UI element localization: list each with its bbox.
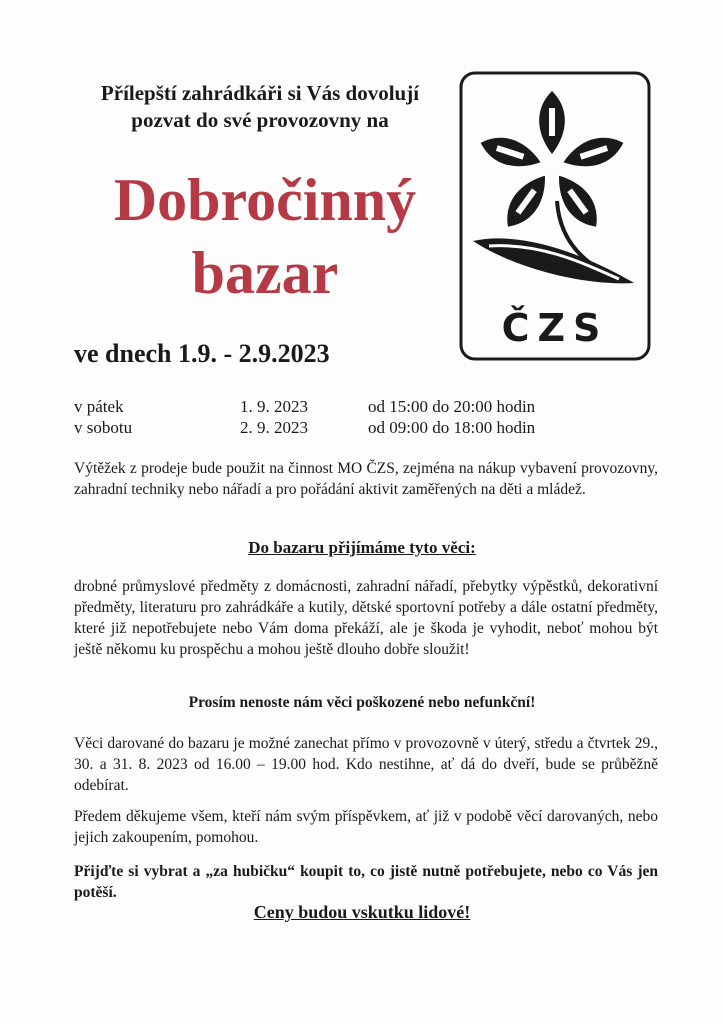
dates-heading: ve dnech 1.9. - 2.9.2023: [74, 339, 330, 368]
schedule-day: v pátek: [74, 397, 124, 416]
schedule-row: [74, 396, 535, 417]
dropoff-paragraph: Věci darované do bazaru je možné zanechat přímo v provozovně v úterý, středu a čtvrtek 29., 30. a 31. 8. 2023 od 16.00 – 19.00 hod. Kdo nestihne, ať dá do dveří, bude se průběžně odebírat.: [74, 735, 658, 794]
intro-line-2: pozvat do své provozovny na: [131, 108, 389, 132]
intro-line-1: Přílepští zahrádkáři si Vás dovolují: [100, 81, 420, 105]
title-line-2: bazar: [191, 240, 339, 306]
proceeds-paragraph: Výtěžek z prodeje bude použit na činnost MO ČZS, zejména na nákup vybavení provozovny, zahradní techniky nebo nářadí a pro pořádání aktivit zaměřených na děti a mládež.: [74, 460, 658, 498]
schedule-time: od 15:00 do 20:00 hodin: [368, 397, 536, 416]
invite-paragraph: Přijďte si vybrat a „za hubičku“ koupit to, co jistě nutně potřebujete, nebo co Vás jen potěší.: [74, 863, 658, 901]
thanks-paragraph: Předem děkujeme všem, kteří nám svým příspěvkem, ať již v podobě věcí darovaných, nebo jejich zakoupením, pomohou.: [74, 808, 658, 846]
page-title: [60, 164, 470, 310]
schedule-date: 1. 9. 2023: [240, 397, 308, 416]
schedule: [74, 396, 535, 438]
schedule-date: 2. 9. 2023: [240, 418, 308, 437]
logo-text: ČZS: [501, 306, 609, 350]
intro-text: [60, 80, 460, 134]
accept-paragraph: drobné průmyslové předměty z domácnosti, zahradní nářadí, přebytky výpěstků, dekorativní předměty, literaturu pro zahrádkáře a kutily, dětské sportovní potřeby a dále ostatní předměty, které již nepotřebujete nebo Vám doma překáží, ale je škoda je vyhodit, neboť mohou být ještě někomu ku prospěchu a mohou ještě dlouho dobře sloužit!: [74, 578, 658, 658]
footer-text: Ceny budou vskutku lidové!: [253, 902, 471, 922]
czs-logo: [459, 71, 651, 361]
schedule-day: v sobotu: [74, 418, 133, 437]
schedule-row: [74, 417, 535, 438]
flower-logo-icon: [459, 71, 651, 361]
schedule-time: od 09:00 do 18:00 hodin: [368, 418, 536, 437]
title-line-1: Dobročinný: [113, 167, 417, 233]
accept-heading: Do bazaru přijímáme tyto věci:: [248, 538, 476, 557]
warning-text: Prosím nenoste nám věci poškozené nebo nefunkční!: [188, 694, 536, 711]
